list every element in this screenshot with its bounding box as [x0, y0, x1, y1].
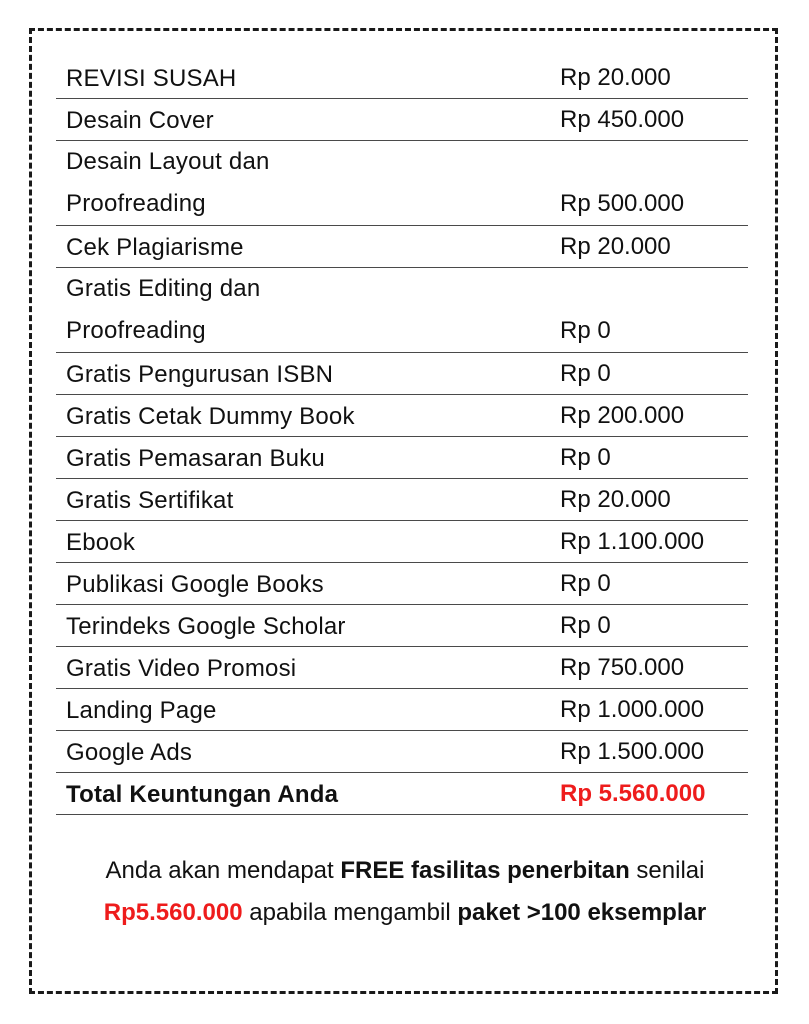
row-label-line-1: Gratis Editing dan	[66, 275, 261, 302]
row-label: Gratis Sertifikat	[66, 487, 234, 514]
row-label: Gratis Video Promosi	[66, 655, 297, 682]
row-label	[56, 268, 560, 352]
row-price: Rp 0	[560, 444, 611, 471]
row-price: Rp 1.100.000	[560, 528, 705, 555]
row-price: Rp 0	[560, 570, 611, 597]
table-row	[56, 521, 748, 563]
table-row	[56, 437, 748, 479]
row-label: Publikasi Google Books	[66, 571, 324, 598]
table-row	[56, 479, 748, 521]
row-label: REVISI SUSAH	[66, 65, 237, 92]
row-label: Terindeks Google Scholar	[66, 613, 346, 640]
offer-amount: Rp5.560.000	[103, 899, 243, 926]
total-label: Total Keuntungan Anda	[66, 781, 339, 808]
row-label-line-2: Proofreading	[66, 190, 206, 217]
row-label: Desain Cover	[66, 107, 214, 134]
row-price: Rp 1.000.000	[560, 696, 705, 723]
row-label: Gratis Pemasaran Buku	[66, 445, 325, 472]
row-price: Rp 500.000	[560, 190, 685, 217]
row-price: Rp 0	[560, 360, 611, 387]
row-label: Gratis Cetak Dummy Book	[66, 403, 355, 430]
table-row	[56, 57, 748, 99]
offer-note	[40, 850, 770, 934]
offer-note-line-1: Anda akan mendapat FREE fasilitas penerbitan senilai	[105, 857, 705, 884]
row-price: Rp 20.000	[560, 233, 671, 260]
row-label: Cek Plagiarisme	[66, 234, 244, 261]
table-row	[56, 141, 748, 226]
row-price: Rp 20.000	[560, 486, 671, 513]
total-row	[56, 773, 748, 815]
table-row	[56, 395, 748, 437]
table-row	[56, 605, 748, 647]
row-price: Rp 200.000	[560, 402, 685, 429]
table-row	[56, 353, 748, 395]
row-label: Ebook	[66, 529, 136, 556]
row-price: Rp 0	[560, 612, 611, 639]
row-price: Rp 750.000	[560, 654, 685, 681]
row-label	[56, 141, 560, 225]
row-price: Rp 0	[560, 317, 611, 344]
price-table	[56, 57, 748, 815]
table-row	[56, 226, 748, 268]
table-row	[56, 689, 748, 731]
table-row	[56, 731, 748, 773]
row-price: Rp 20.000	[560, 64, 671, 91]
row-label: Gratis Pengurusan ISBN	[66, 361, 334, 388]
row-label-line-2: Proofreading	[66, 317, 206, 344]
total-price: Rp 5.560.000	[560, 780, 706, 807]
row-price: Rp 1.500.000	[560, 738, 705, 765]
row-label-line-1: Desain Layout dan	[66, 148, 270, 175]
offer-note-line-2: Rp5.560.000 apabila mengambil paket >100 eksemplar	[103, 899, 707, 926]
table-row	[56, 563, 748, 605]
row-label: Landing Page	[66, 697, 217, 724]
table-row	[56, 647, 748, 689]
row-price: Rp 450.000	[560, 106, 685, 133]
row-label: Google Ads	[66, 739, 193, 766]
table-row	[56, 99, 748, 141]
table-row	[56, 268, 748, 353]
